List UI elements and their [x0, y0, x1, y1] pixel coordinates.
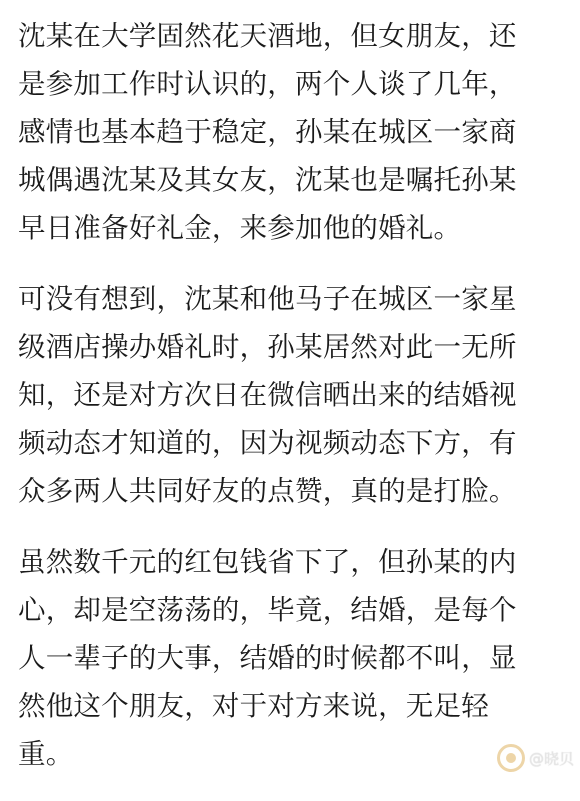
watermark [497, 744, 574, 772]
paragraph-1 [18, 12, 566, 252]
logo-circle-icon [497, 744, 525, 772]
text-line: 频动态才知道的，因为视频动态下方，有 [18, 427, 517, 459]
text-line: 知，还是对方次日在微信晒出来的结婚视 [18, 379, 517, 411]
paragraph-2 [18, 275, 566, 515]
text-line: 是参加工作时认识的，两个人谈了几年， [18, 68, 517, 100]
text-line: 可没有想到，沈某和他马子在城区一家星 [18, 283, 517, 315]
text-line: 然他这个朋友，对于对方来说，无足轻 [18, 690, 489, 722]
text-line: 感情也基本趋于稳定，孙某在城区一家商 [18, 116, 517, 148]
paragraph-3 [18, 538, 566, 778]
text-line: 人一辈子的大事，结婚的时候都不叫，显 [18, 642, 517, 674]
watermark-text: @晓贝 [528, 749, 574, 768]
text-line: 心，却是空荡荡的，毕竟，结婚，是每个 [18, 594, 517, 626]
article-body [18, 12, 566, 801]
text-line: 虽然数千元的红包钱省下了，但孙某的内 [18, 546, 517, 578]
text-line: 重。 [18, 738, 74, 770]
text-line: 级酒店操办婚礼时，孙某居然对此一无所 [18, 331, 517, 363]
text-line: 早日准备好礼金，来参加他的婚礼。 [18, 212, 462, 244]
text-line: 城偶遇沈某及其女友，沈某也是嘱托孙某 [18, 164, 517, 196]
text-line: 众多两人共同好友的点赞，真的是打脸。 [18, 475, 517, 507]
text-line: 沈某在大学固然花天酒地，但女朋友，还 [18, 20, 517, 52]
